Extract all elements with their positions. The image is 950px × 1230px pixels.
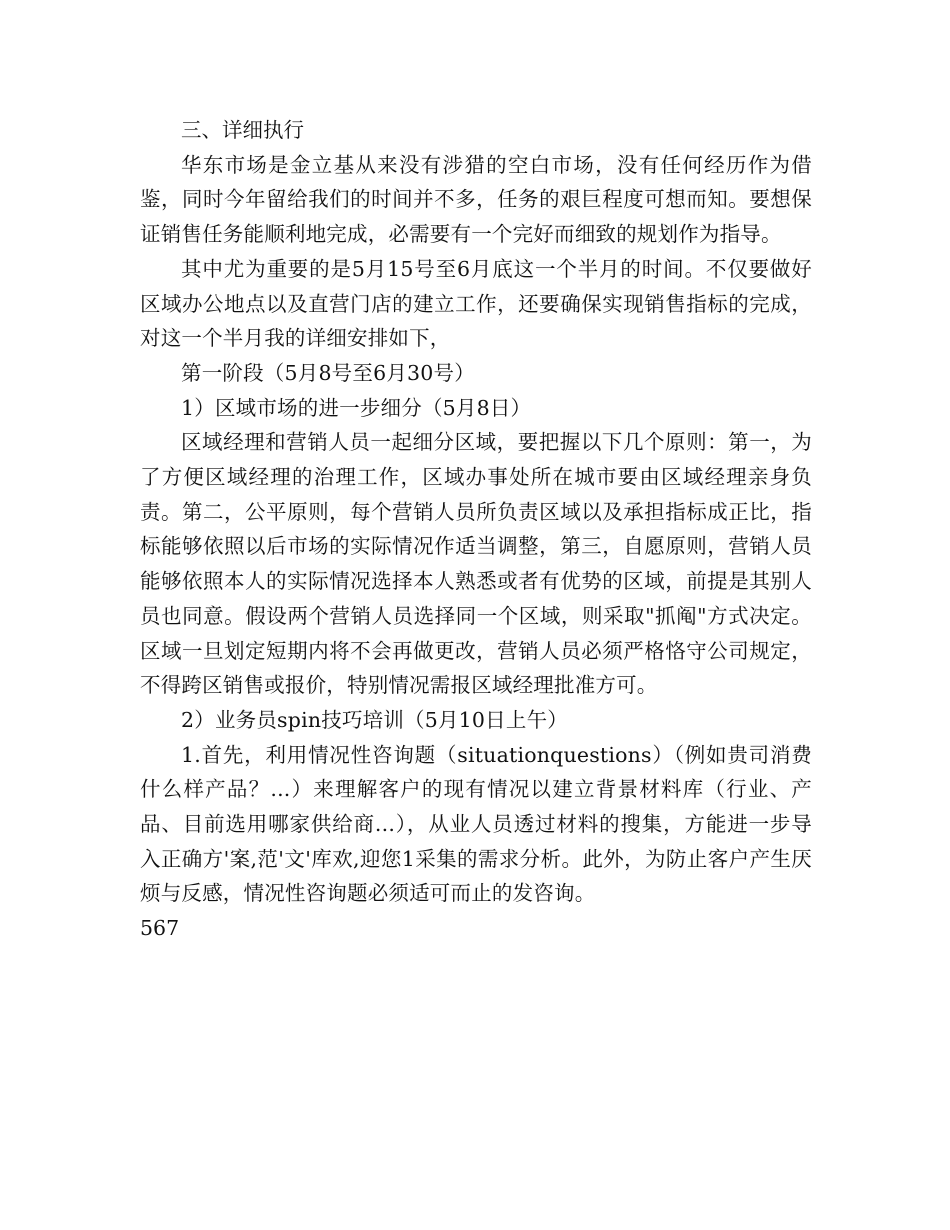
step-one-heading: 1）区域市场的进一步细分（5月8日）	[181, 395, 532, 420]
paragraph-schedule: 其中尤为重要的是5月15号至6月底这一个半月的时间。不仅要做好区域办公地点以及直营门店的建立工作，还要确保实现销售指标的完成，对这一个半月我的详细安排如下，	[140, 256, 812, 351]
page-number: 567	[140, 916, 180, 941]
document-body	[140, 113, 812, 946]
paragraph-intro: 华东市场是金立基从来没有涉猎的空白市场，没有任何经历作为借鉴，同时今年留给我们的时间并不多，任务的艰巨程度可想而知。要想保证销售任务能顺利地完成，必需要有一个完好而细致的规划作为指导。	[140, 152, 812, 247]
phase-one-heading: 第一阶段（5月8号至6月30号）	[181, 360, 475, 385]
paragraph-spin-training: 1.首先，利用情况性咨询题（situationquestions）（例如贵司消费什么样产品？...）来理解客户的现有情况以建立背景材料库（行业、产品、目前选用哪家供给商...），从业人员透过材料的搜集，方能进一步导入正确方'案,范'文'库欢,迎您1采集的需求分析。此外，为防止客户产生厌烦与反感，情况性咨询题必须适可而止的发咨询。	[140, 742, 812, 906]
paragraph-region-principles: 区域经理和营销人员一起细分区域，要把握以下几个原则：第一，为了方便区域经理的治理工作，区域办事处所在城市要由区域经理亲身负责。第二，公平原则，每个营销人员所负责区域以及承担指标成正比，指标能够依照以后市场的实际情况作适当调整，第三，自愿原则，营销人员能够依照本人的实际情况选择本人熟悉或者有优势的区域，前提是其别人员也同意。假设两个营销人员选择同一个区域，则采取"抓阄"方式决定。区域一旦划定短期内将不会再做更改，营销人员必须严格恪守公司规定，不得跨区销售或报价，特别情况需报区域经理批准方可。	[140, 430, 812, 698]
section-title: 三、详细执行	[181, 118, 304, 142]
step-two-heading: 2）业务员spin技巧培训（5月10日上午）	[181, 707, 568, 732]
